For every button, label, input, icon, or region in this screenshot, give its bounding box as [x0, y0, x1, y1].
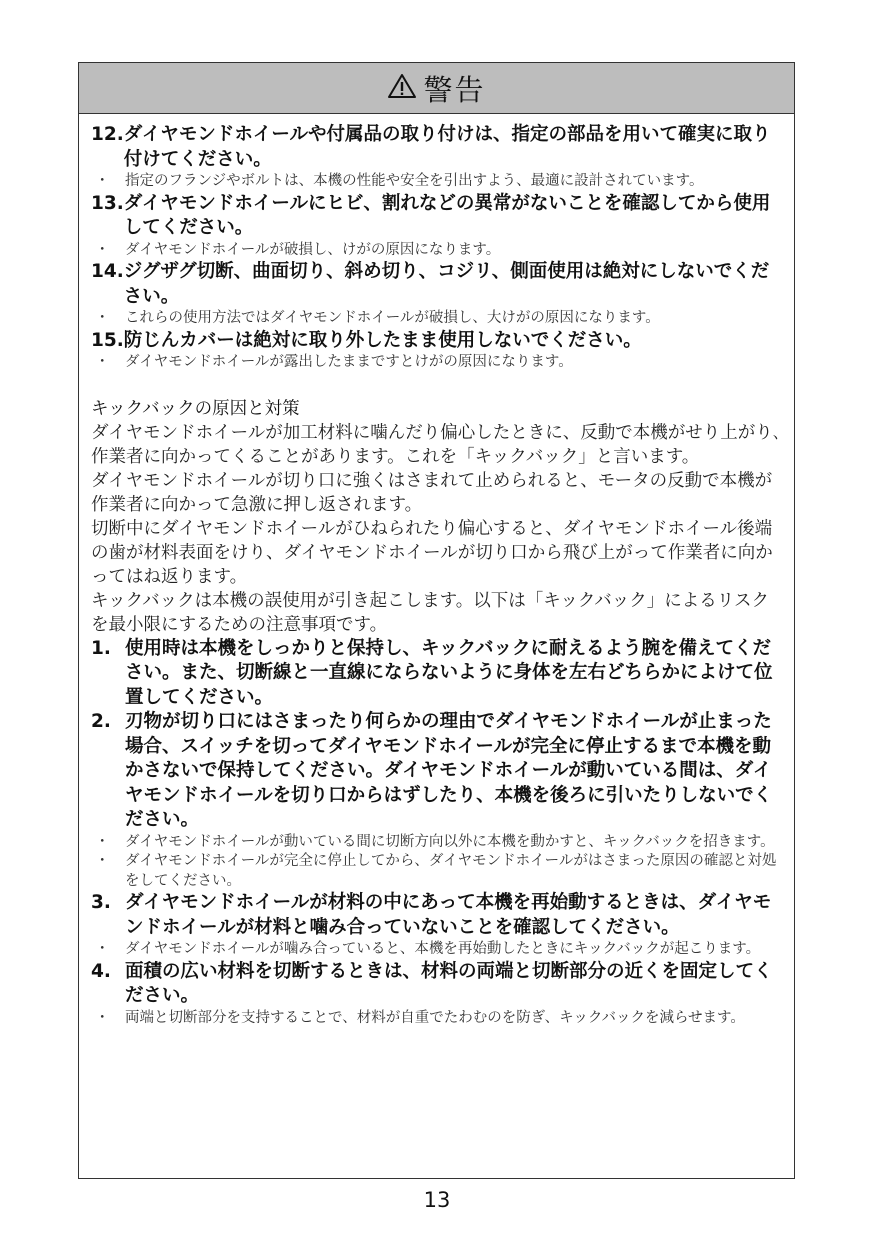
note: ・ これらの使用方法ではダイヤモンドホイールが破損し、大けがの原因になります。 [95, 310, 660, 326]
warning-box [78, 62, 795, 1179]
warning-item-12: 12. ダイヤモンドホイールや付属品の取り付けは、指定の部品を用いて確実に取り付けてください。 ・ 指定のフランジやボルトは、本機の性能や安全を引出すよう、最適に設計されています。 [91, 123, 784, 192]
kickback-heading: キックバックの原因と対策 [91, 398, 300, 419]
page-number: 13 [423, 1188, 451, 1212]
kickback-item-3: 3. ダイヤモンドホイールが材料の中にあって本機を再始動するときは、ダイヤモンドホイールが材料と噛み合っていないことを確認してください。 ・ ダイヤモンドホイールが噛み合っていると、本機を再始動したときにキックバックが起こります。 [91, 891, 784, 960]
kickback-paragraph: 切断中にダイヤモンドホイールがひねられたり偏心すると、ダイヤモンドホイール後端の歯が材料表面をけり、ダイヤモンドホイールが切り口から飛び上がって作業者に向かってはね返ります。 [91, 518, 773, 587]
note: ・ 両端と切断部分を支持することで、材料が自重でたわむのを防ぎ、キックバックを減らせます。 [95, 1009, 745, 1026]
kickback-item-1: 1. 使用時は本機をしっかりと保持し、キックバックに耐えるよう腕を備えてください。また、切断線と一直線にならないように身体を左右どちらかによけて位置してください。 [91, 637, 773, 708]
warning-triangle-icon [387, 73, 417, 103]
warning-item-14: 14. ジグザグ切断、曲面切り、斜め切り、コジリ、側面使用は絶対にしないでください。 ・ これらの使用方法ではダイヤモンドホイールが破損し、大けがの原因になります。 [91, 260, 784, 329]
note: ・ ダイヤモンドホイールが完全に停止してから、ダイヤモンドホイールがはさまった原因の確認と対処をしてください。 [95, 853, 777, 889]
warning-item-13: 13. ダイヤモンドホイールにヒビ、割れなどの異常がないことを確認してから使用してください。 ・ ダイヤモンドホイールが破損し、けがの原因になります。 [91, 192, 784, 261]
kickback-paragraph: キックバックは本機の誤使用が引き起こします。以下は「キックバック」によるリスクを最小限にするための注意事項です。 [91, 590, 769, 635]
kickback-item-2: 2. 刃物が切り口にはさまったり何らかの理由でダイヤモンドホイールが止まった場合、スイッチを切ってダイヤモンドホイールが完全に停止するまで本機を動かさないで保持してください。ダイヤモンドホイールが動いている間は、ダイヤモンドホイールを切り口からはずしたり、本機を後ろに引いたりしないでください。 ・ ダイヤモンドホイールが動いている間に切断方向以外に本機を動かすと、キックバックを招きます。 ・ ダイヤモンドホイールが完全に停止してから、ダイヤモンドホイールがはさまった原因の確認と対処をしてください。 [91, 710, 784, 891]
note: ・ ダイヤモンドホイールが噛み合っていると、本機を再始動したときにキックバックが起こります。 [95, 941, 761, 957]
warning-header [79, 63, 794, 114]
warning-content [79, 114, 794, 1028]
kickback-list [91, 637, 784, 1029]
kickback-paragraph: ダイヤモンドホイールが加工材料に噛んだり偏心したときに、反動で本機がせり上がり､作業者に向かってくることがあります。これを「キックバック」と言います。 [91, 422, 782, 467]
warning-list [91, 123, 784, 373]
warning-item-15: 15. 防じんカバーは絶対に取り外したまま使用しないでください。 ・ ダイヤモンドホイールが露出したままですとけがの原因になります。 [91, 329, 784, 373]
kickback-item-4: 4. 面積の広い材料を切断するときは、材料の両端と切断部分の近くを固定してください。 ・ 両端と切断部分を支持することで、材料が自重でたわむのを防ぎ、キックバックを減らせます。 [91, 960, 784, 1029]
note: ・ ダイヤモンドホイールが破損し、けがの原因になります。 [95, 241, 501, 258]
note: ・ ダイヤモンドホイールが露出したままですとけがの原因になります。 [95, 354, 573, 370]
note: ・ ダイヤモンドホイールが動いている間に切断方向以外に本機を動かすと、キックバックを招きます。 [95, 833, 775, 850]
note: ・ 指定のフランジやボルトは、本機の性能や安全を引出すよう、最適に設計されています。 [95, 173, 704, 189]
warning-title: 警告 [423, 72, 486, 107]
kickback-paragraph: ダイヤモンドホイールが切り口に強くはさまれて止められると、モータの反動で本機が作業者に向かって急激に押し返されます。 [91, 470, 773, 515]
